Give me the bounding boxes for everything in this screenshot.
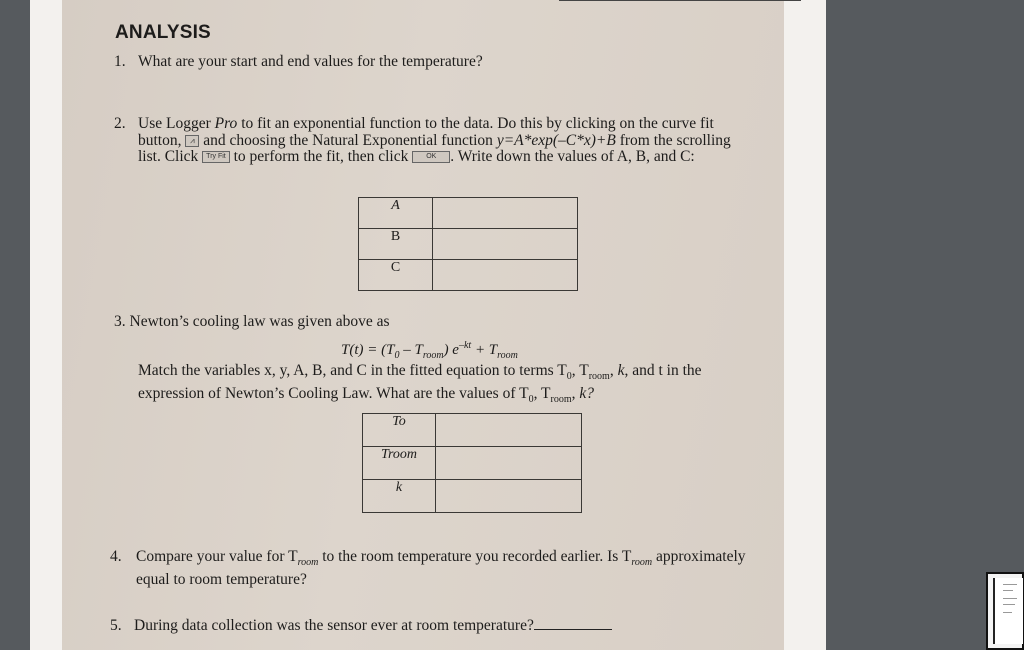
question-3 — [114, 314, 764, 331]
row-label: B — [359, 229, 433, 260]
question-text: Compare your value for $T_{room}$ to the room temperature you recorded earlier. Is $T_{room}$ approximately equal to room temperature? — [136, 548, 746, 588]
table-row — [359, 260, 578, 291]
answer-cell[interactable] — [433, 198, 578, 229]
table-row — [363, 480, 582, 513]
answer-cell[interactable] — [433, 229, 578, 260]
thumbnail-line — [1003, 612, 1012, 613]
question-number: 1. — [114, 53, 126, 70]
row-label: Troom — [363, 447, 436, 480]
document-page — [62, 0, 784, 650]
question-text: During data collection was the sensor ever at room temperature? — [134, 617, 534, 634]
thumbnail-line — [1003, 590, 1013, 591]
newton-cooling-equation: $T(t) = (T_0 - T_{room}) e^{-kt} + T_{room}$ — [341, 340, 518, 361]
question-text: What are your start and end values for the temperature? — [138, 53, 483, 70]
answer-cell[interactable] — [436, 447, 582, 480]
page-thumbnail[interactable] — [986, 572, 1024, 650]
question-text: Newton’s cooling law was given above as — [129, 313, 390, 330]
question-4 — [110, 548, 750, 588]
row-label: A — [359, 198, 433, 229]
thumbnail-preview — [993, 578, 1023, 644]
thumbnail-line — [1003, 604, 1015, 605]
question-number: 5. — [110, 617, 122, 634]
cooling-law-table — [362, 413, 582, 513]
row-label: C — [359, 260, 433, 291]
ok-button-image: OK — [412, 151, 450, 163]
thumbnail-line — [1003, 584, 1017, 585]
curve-fit-icon: ⩘ — [185, 135, 199, 147]
row-label: k — [363, 480, 436, 513]
question-number: 3. — [114, 313, 126, 330]
top-rule — [559, 0, 801, 6]
answer-cell[interactable] — [436, 480, 582, 513]
question-3-instructions: Match the variables x, y, A, B, and C in the fitted equation to terms $T_0$, $T_{room}$, k, and t in the expression of Newton’s Cooling Law. What are the values of $T_0$, $T_{room}$, k? — [138, 362, 702, 405]
question-2 — [114, 115, 754, 165]
question-number: 4. — [110, 548, 122, 565]
question-5 — [110, 617, 612, 635]
answer-cell[interactable] — [436, 414, 582, 447]
table-row — [359, 229, 578, 260]
try-fit-button-image: Try Fit — [202, 151, 230, 163]
question-number: 2. — [114, 115, 126, 132]
section-heading: ANALYSIS — [115, 22, 211, 43]
fit-values-table — [358, 197, 578, 291]
question-1 — [114, 54, 483, 71]
row-label: To — [363, 414, 436, 447]
table-row — [363, 414, 582, 447]
question-text: Use Logger Pro to fit an exponential function to the data. Do this by clicking on the curve fit button, ⩘ and choosing the Natural Exponential function y=A*exp(–C*x)+B from the scrolling list. Click Try Fit to perform the fit, then click OK . Write down the values of A, B, and C: — [138, 115, 731, 165]
table-row — [359, 198, 578, 229]
thumbnail-line — [1003, 598, 1017, 599]
answer-cell[interactable] — [433, 260, 578, 291]
answer-blank[interactable] — [534, 617, 612, 630]
table-row — [363, 447, 582, 480]
